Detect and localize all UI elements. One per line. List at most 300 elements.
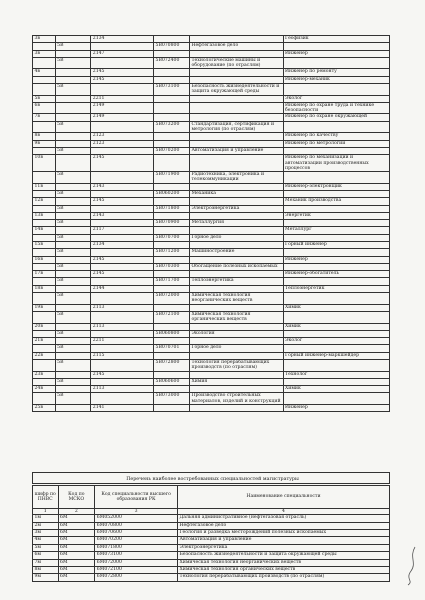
- cell-spec: [154, 69, 190, 76]
- table-row: [33, 323, 390, 330]
- cell-code: [91, 263, 154, 270]
- cell-code: 2149: [91, 114, 154, 121]
- cell-num: 3в: [33, 50, 56, 57]
- cell-name: [189, 227, 283, 234]
- cell-num: 9м: [33, 574, 59, 581]
- cell-code: 2113: [91, 304, 154, 311]
- cell-spec: [154, 140, 190, 147]
- cell-spec: 6М052000: [95, 515, 178, 522]
- cell-name: [189, 95, 283, 102]
- cell-num: [33, 293, 56, 305]
- cell-qual: Инженер по ремонту: [283, 69, 389, 76]
- cell-code: [91, 311, 154, 323]
- cell-num: [33, 278, 56, 285]
- cell-group: 5В: [55, 43, 91, 50]
- cell-qual: Инженер по качеству: [283, 133, 389, 140]
- cell-spec: [154, 114, 190, 121]
- table-row: [33, 371, 390, 378]
- cell-qual: [283, 43, 389, 50]
- cell-name: Технология перерабатывающих производств (по отраслям): [189, 359, 283, 371]
- cell-name: Технологические машины и оборудование (по отраслям): [189, 57, 283, 69]
- cell-code: [91, 330, 154, 337]
- cell-num: [33, 121, 56, 133]
- cell-qual: Энергетик: [283, 212, 389, 219]
- cell-spec: 5В073200: [154, 121, 190, 133]
- table-row: [33, 515, 390, 522]
- cell-name: [189, 285, 283, 292]
- cell-code: 2145: [91, 155, 154, 172]
- cell-num: 21в: [33, 338, 56, 345]
- cell-code: [91, 293, 154, 305]
- cell-name: [189, 36, 283, 43]
- cell-num: [33, 205, 56, 212]
- cell-qual: Инженер-механик: [283, 76, 389, 83]
- cell-spec: 6М070200: [95, 537, 178, 544]
- cell-group: 5В: [55, 220, 91, 227]
- cell-name: Механика: [189, 190, 283, 197]
- cell-num: 7в: [33, 114, 56, 121]
- cell-group: [55, 36, 91, 43]
- cell-spec: 6М070600: [95, 530, 178, 537]
- cell-qual: Эколог: [283, 338, 389, 345]
- cell-mcko: 6М: [58, 567, 95, 574]
- cell-code: [91, 43, 154, 50]
- table-row: [33, 574, 390, 581]
- cell-code: 2144: [91, 285, 154, 292]
- cell-spec: 5В060800: [154, 330, 190, 337]
- cell-group: [55, 114, 91, 121]
- col-number: 1: [33, 509, 59, 515]
- table-row: [33, 567, 390, 574]
- cell-name: Стандартизация, сертификация и метрология (по отраслям): [189, 121, 283, 133]
- cell-spec: [154, 352, 190, 359]
- cell-group: [55, 198, 91, 205]
- cell-name: [189, 338, 283, 345]
- cell-qual: Механик производства: [283, 198, 389, 205]
- cell-group: [55, 155, 91, 172]
- section-title-text: Перечень наиболее востребованных специальностей магистратуры: [126, 477, 299, 482]
- cell-code: [91, 359, 154, 371]
- cell-name: Производство строительных материалов, изделий и конструкций: [189, 393, 283, 405]
- cell-spec: [154, 338, 190, 345]
- table-row: [33, 36, 390, 43]
- cell-qual: Химик: [283, 386, 389, 393]
- cell-num: 2м: [33, 522, 59, 529]
- cell-mcko: 6М: [58, 559, 95, 566]
- cell-qual: [283, 378, 389, 385]
- cell-num: 1м: [33, 515, 59, 522]
- cell-name: Машиностроение: [189, 249, 283, 256]
- cell-num: 5в: [33, 95, 56, 102]
- table-row: [33, 256, 390, 263]
- cell-num: 4м: [33, 537, 59, 544]
- cell-group: [55, 140, 91, 147]
- cell-code: [91, 378, 154, 385]
- cell-name: Теплоэнергетика: [189, 278, 283, 285]
- cell-code: 2145: [91, 76, 154, 83]
- cell-spec: [154, 371, 190, 378]
- cell-qual: Горный инженер-маркшейдер: [283, 352, 389, 359]
- cell-num: 9в: [33, 140, 56, 147]
- cell-group: 5В: [55, 263, 91, 270]
- cell-code: 2113: [91, 323, 154, 330]
- cell-spec: 5В072800: [154, 359, 190, 371]
- cell-spec: [154, 95, 190, 102]
- table-row: [33, 95, 390, 102]
- cell-spec: [154, 304, 190, 311]
- table-row: [33, 338, 390, 345]
- cell-name: [189, 212, 283, 219]
- table-row: [33, 155, 390, 172]
- cell-num: 11в: [33, 183, 56, 190]
- table-row: [33, 212, 390, 219]
- cell-code: 2211: [91, 95, 154, 102]
- cell-num: 10в: [33, 155, 56, 172]
- cell-group: [55, 386, 91, 393]
- cell-name: [189, 386, 283, 393]
- cell-name: Электроэнергетика: [189, 205, 283, 212]
- table-row: [33, 293, 390, 305]
- table-row: [33, 147, 390, 154]
- cell-mcko: 6М: [58, 522, 95, 529]
- cell-spec: 6М070800: [95, 522, 178, 529]
- cell-code: [91, 84, 154, 96]
- cell-code: 2143: [91, 183, 154, 190]
- cell-qual: [283, 311, 389, 323]
- cell-code: 2141: [91, 405, 154, 412]
- cell-code: 2113: [91, 386, 154, 393]
- cell-code: [91, 249, 154, 256]
- cell-qual: Технолог: [283, 371, 389, 378]
- cell-code: 2149: [91, 102, 154, 114]
- cell-name: Технология перерабатывающих производств (по отраслям): [178, 574, 390, 581]
- table-row: [33, 278, 390, 285]
- cell-group: [55, 371, 91, 378]
- table-row: [33, 359, 390, 371]
- cell-name: Химическая технология органических веществ: [189, 311, 283, 323]
- cell-qual: [283, 147, 389, 154]
- cell-spec: 5В071900: [154, 172, 190, 184]
- table-row: [33, 330, 390, 337]
- cell-num: 13в: [33, 212, 56, 219]
- cell-num: [33, 76, 56, 83]
- table-row: [33, 345, 390, 352]
- cell-group: 5В: [55, 57, 91, 69]
- cell-spec: [154, 242, 190, 249]
- cell-mcko: 6М: [58, 552, 95, 559]
- cell-name: [189, 304, 283, 311]
- cell-spec: [154, 227, 190, 234]
- cell-spec: 5В071800: [154, 205, 190, 212]
- cell-num: [33, 172, 56, 184]
- table-row: [33, 285, 390, 292]
- cell-qual: Химик: [283, 304, 389, 311]
- header-pnvs: шифр по ПНВС: [33, 486, 59, 509]
- table-row: [33, 190, 390, 197]
- cell-mcko: 6М: [58, 537, 95, 544]
- cell-group: 5В: [55, 121, 91, 133]
- cell-code: [91, 172, 154, 184]
- cell-code: [91, 278, 154, 285]
- cell-num: 4в: [33, 69, 56, 76]
- cell-name: [189, 256, 283, 263]
- table-row: [33, 140, 390, 147]
- cell-code: [91, 190, 154, 197]
- cell-mcko: 6М: [58, 530, 95, 537]
- cell-group: [55, 69, 91, 76]
- cell-name: Электроэнергетика: [178, 544, 390, 551]
- cell-code: [91, 234, 154, 241]
- masters-table-body: [33, 515, 390, 582]
- cell-name: Дальняя административное (нефтегазовая отрасль): [178, 515, 390, 522]
- cell-spec: [154, 256, 190, 263]
- cell-mcko: 6М: [58, 574, 95, 581]
- cell-spec: 6М072800: [95, 574, 178, 581]
- col-number: 2: [58, 509, 95, 515]
- cell-spec: [154, 50, 190, 57]
- cell-spec: 6М072100: [95, 567, 178, 574]
- cell-group: 5В: [55, 249, 91, 256]
- table-row: [33, 405, 390, 412]
- cell-group: 5В: [55, 311, 91, 323]
- table-row: [33, 242, 390, 249]
- cell-name: Нефтегазовое дело: [189, 43, 283, 50]
- cell-num: [33, 234, 56, 241]
- cell-name: [189, 405, 283, 412]
- cell-spec: [154, 155, 190, 172]
- cell-code: 2123: [91, 140, 154, 147]
- cell-group: [55, 50, 91, 57]
- upper-table-body: [33, 36, 390, 412]
- cell-code: 2145: [91, 371, 154, 378]
- cell-qual: [283, 293, 389, 305]
- cell-name: [189, 102, 283, 114]
- cell-spec: 5В060200: [154, 190, 190, 197]
- cell-num: [33, 57, 56, 69]
- cell-num: 19в: [33, 304, 56, 311]
- header-mcko: Код по МСКО: [58, 486, 95, 509]
- cell-name: [189, 76, 283, 83]
- cell-spec: 5В073100: [154, 84, 190, 96]
- table-row: [33, 559, 390, 566]
- cell-group: 5В: [55, 359, 91, 371]
- cell-name: [189, 155, 283, 172]
- table-row: [33, 249, 390, 256]
- table-header-row: [33, 486, 390, 509]
- cell-name: Химическая технология неорганических веществ: [189, 293, 283, 305]
- cell-name: Геология и разведка месторождений полезных ископаемых: [178, 530, 390, 537]
- table-row: [33, 84, 390, 96]
- table-row: [33, 121, 390, 133]
- table-row: [33, 50, 390, 57]
- cell-num: 23в: [33, 371, 56, 378]
- cell-qual: Инженер-электронщик: [283, 183, 389, 190]
- cell-num: 14в: [33, 227, 56, 234]
- cell-qual: [283, 220, 389, 227]
- table-row: [33, 544, 390, 551]
- cell-spec: [154, 133, 190, 140]
- table-row: [33, 172, 390, 184]
- cell-qual: [283, 190, 389, 197]
- table-row: [33, 183, 390, 190]
- cell-group: [55, 271, 91, 278]
- cell-name: Радиотехника, электроника и телекоммуникации: [189, 172, 283, 184]
- cell-qual: Инженер по метрологии: [283, 140, 389, 147]
- cell-group: 5В: [55, 330, 91, 337]
- cell-num: [33, 43, 56, 50]
- cell-spec: 5В072100: [154, 311, 190, 323]
- cell-qual: Инженер по механизации и автоматизации производственных процессов: [283, 155, 389, 172]
- cell-spec: 5В072400: [154, 57, 190, 69]
- cell-code: 2123: [91, 133, 154, 140]
- cell-spec: [154, 285, 190, 292]
- cell-spec: 5В071200: [154, 249, 190, 256]
- table-row: [33, 552, 390, 559]
- table-row: [33, 234, 390, 241]
- cell-mcko: 6М: [58, 544, 95, 551]
- table-row: [33, 76, 390, 83]
- cell-qual: Геофизик: [283, 36, 389, 43]
- cell-num: [33, 359, 56, 371]
- cell-code: 2115: [91, 352, 154, 359]
- cell-num: [33, 249, 56, 256]
- cell-name: [189, 242, 283, 249]
- masters-specialty-table: [32, 485, 390, 582]
- cell-num: 6в: [33, 102, 56, 114]
- cell-group: 5В: [55, 345, 91, 352]
- cell-qual: [283, 345, 389, 352]
- cell-group: [55, 76, 91, 83]
- cell-name: [189, 271, 283, 278]
- cell-num: [33, 190, 56, 197]
- cell-name: [189, 371, 283, 378]
- cell-qual: [283, 263, 389, 270]
- cell-name: Горное дело: [189, 345, 283, 352]
- cell-name: [189, 114, 283, 121]
- cell-num: 20в: [33, 323, 56, 330]
- table-row: [33, 227, 390, 234]
- cell-spec: [154, 386, 190, 393]
- cell-qual: [283, 84, 389, 96]
- cell-group: [55, 338, 91, 345]
- cell-group: 5В: [55, 378, 91, 385]
- cell-qual: Инженер: [283, 50, 389, 57]
- cell-code: 2134: [91, 36, 154, 43]
- cell-spec: [154, 102, 190, 114]
- cell-code: 2211: [91, 338, 154, 345]
- cell-num: [33, 263, 56, 270]
- cell-spec: [154, 76, 190, 83]
- cell-group: [55, 323, 91, 330]
- cell-group: 5В: [55, 172, 91, 184]
- table-row: [33, 537, 390, 544]
- cell-name: Автоматизация и управление: [189, 147, 283, 154]
- cell-group: 5В: [55, 190, 91, 197]
- cell-num: [33, 84, 56, 96]
- cell-spec: [154, 405, 190, 412]
- upper-specialty-table: [32, 35, 390, 412]
- cell-name: [189, 133, 283, 140]
- cell-qual: Инженер-обогатитель: [283, 271, 389, 278]
- cell-qual: [283, 278, 389, 285]
- cell-name: [189, 69, 283, 76]
- table-row: [33, 393, 390, 405]
- cell-code: [91, 121, 154, 133]
- cell-num: 7м: [33, 559, 59, 566]
- cell-num: 8м: [33, 567, 59, 574]
- cell-qual: Эколог: [283, 95, 389, 102]
- cell-group: [55, 95, 91, 102]
- cell-name: Химическая технология неорганических веществ: [178, 559, 390, 566]
- col-number: 4: [178, 509, 390, 515]
- cell-spec: [154, 36, 190, 43]
- cell-name: Автоматизация и управление: [178, 537, 390, 544]
- cell-group: [55, 133, 91, 140]
- cell-code: 2145: [91, 198, 154, 205]
- cell-group: [55, 183, 91, 190]
- cell-qual: [283, 57, 389, 69]
- cell-num: 3в: [33, 36, 56, 43]
- cell-name: [189, 183, 283, 190]
- cell-group: 5В: [55, 278, 91, 285]
- table-row: [33, 304, 390, 311]
- cell-group: [55, 212, 91, 219]
- table-row: [33, 220, 390, 227]
- cell-code: 2143: [91, 212, 154, 219]
- cell-qual: Химик: [283, 323, 389, 330]
- cell-group: [55, 242, 91, 249]
- cell-name: Горное дело: [189, 234, 283, 241]
- cell-group: [55, 227, 91, 234]
- cell-code: [91, 57, 154, 69]
- cell-code: 2145: [91, 256, 154, 263]
- table-row: [33, 311, 390, 323]
- cell-qual: Горный инженер: [283, 242, 389, 249]
- cell-spec: [154, 323, 190, 330]
- cell-num: [33, 330, 56, 337]
- table-row: [33, 378, 390, 385]
- cell-spec: 5В070300: [154, 263, 190, 270]
- cell-qual: Инженер по охране окружающей: [283, 114, 389, 121]
- cell-spec: 6М071800: [95, 544, 178, 551]
- cell-spec: 5В071700: [154, 278, 190, 285]
- cell-group: 5В: [55, 393, 91, 405]
- cell-name: [189, 323, 283, 330]
- cell-qual: [283, 205, 389, 212]
- cell-qual: Инженер: [283, 405, 389, 412]
- cell-qual: [283, 359, 389, 371]
- cell-qual: Инженер по охране труда и технике безопасности: [283, 102, 389, 114]
- cell-num: 12в: [33, 198, 56, 205]
- cell-num: 5м: [33, 544, 59, 551]
- col-number: 3: [95, 509, 178, 515]
- cell-name: Безопасность жизнедеятельности и защита окружающей среды: [189, 84, 283, 96]
- cell-group: 5В: [55, 84, 91, 96]
- cell-group: 5В: [55, 147, 91, 154]
- cell-qual: Металлург: [283, 227, 389, 234]
- cell-group: [55, 352, 91, 359]
- cell-name: [189, 198, 283, 205]
- cell-spec: 6М073100: [95, 552, 178, 559]
- cell-code: 2134: [91, 242, 154, 249]
- cell-name: Обогащение полезных ископаемых: [189, 263, 283, 270]
- cell-qual: [283, 121, 389, 133]
- cell-num: [33, 345, 56, 352]
- cell-qual: Теплоэнергетик: [283, 285, 389, 292]
- cell-group: [55, 405, 91, 412]
- cell-code: [91, 393, 154, 405]
- table-row: [33, 386, 390, 393]
